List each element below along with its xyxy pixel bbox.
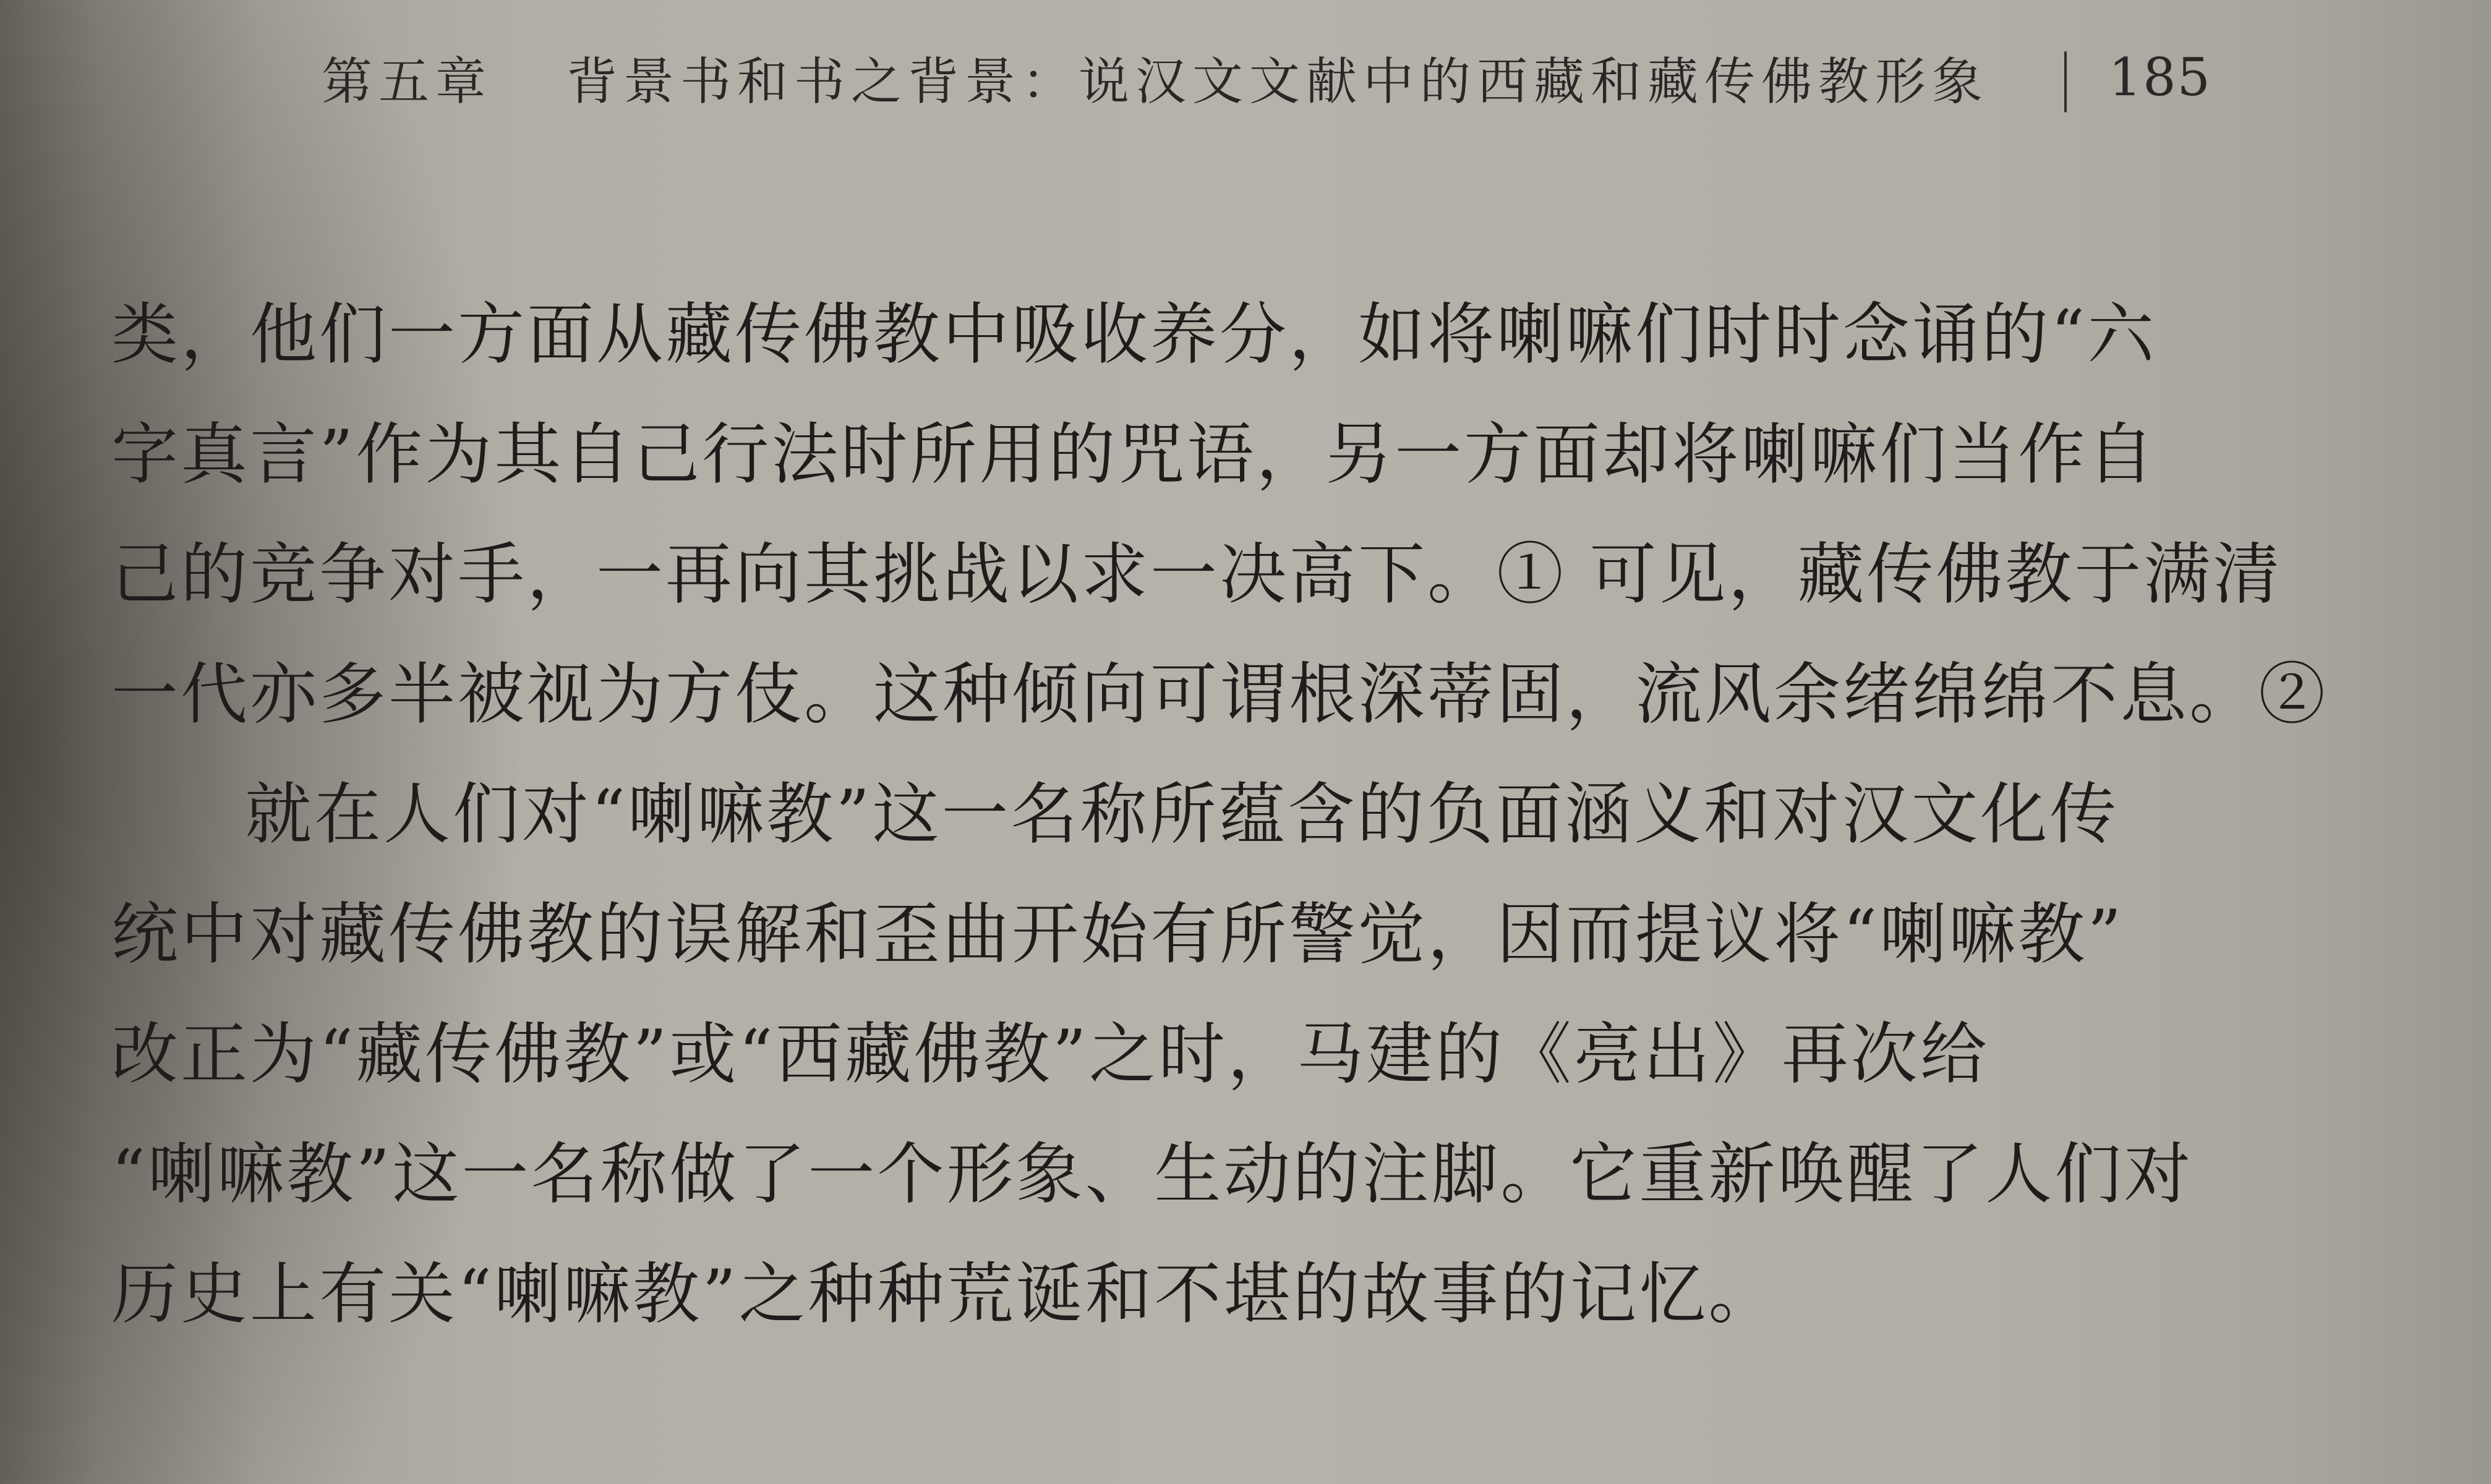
chapter-title: 背景书和书之背景：说汉文文献中的西藏和藏传佛教形象 xyxy=(566,52,1989,111)
text-line-9: 历史上有关“喇嘛教”之种种荒诞和不堪的故事的记忆。 xyxy=(111,1256,1778,1333)
header-separator: | xyxy=(2057,42,2080,113)
text-line-6: 统中对藏传佛教的误解和歪曲开始有所警觉，因而提议将“喇嘛教” xyxy=(111,896,2124,973)
text-line-1: 类，他们一方面从藏传佛教中吸收养分，如将喇嘛们时时念诵的“六 xyxy=(111,296,2157,373)
running-header xyxy=(322,43,2325,111)
text-line-3: 己的竞争对手，一再向其挑战以求一决高下。① 可见，藏传佛教于满清 xyxy=(111,536,2283,613)
text-line-7: 改正为“藏传佛教”或“西藏佛教”之时，马建的《亮出》再次给 xyxy=(111,1016,1989,1093)
text-line-8: “喇嘛教”这一名称做了一个形象、生动的注脚。它重新唤醒了人们对 xyxy=(111,1136,2194,1213)
text-line-2: 字真言”作为其自己行法时所用的咒语，另一方面却将喇嘛们当作自 xyxy=(111,416,2157,493)
body-text xyxy=(111,275,2328,1355)
chapter-label: 第五章 xyxy=(322,52,493,111)
paragraph-start-line: 就在人们对“喇嘛教”这一名称所蕴含的负面涵义和对汉文化传 xyxy=(245,776,2119,853)
text-line-4: 一代亦多半被视为方伎。这种倾向可谓根深蒂固，流风余绪绵绵不息。② xyxy=(111,656,2328,733)
page-number: 185 xyxy=(2108,47,2212,108)
